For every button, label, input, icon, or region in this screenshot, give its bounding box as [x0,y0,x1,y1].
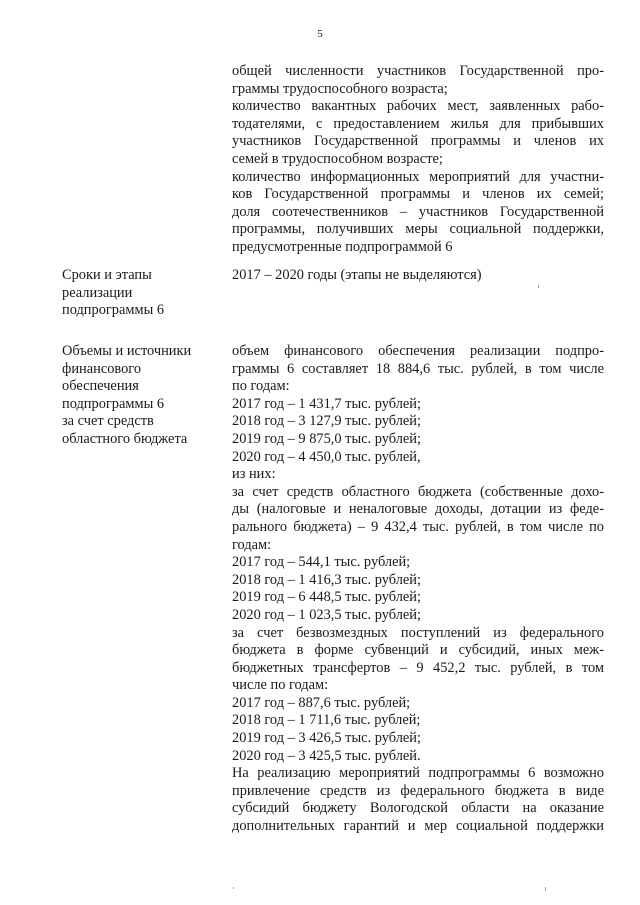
funding-line: 2020 год – 1 023,5 тыс. рублей; [232,606,421,623]
scan-speck [233,887,234,889]
funding-label-line: областного бюджета [62,430,188,447]
scan-speck [538,285,539,288]
terms-label [62,267,222,320]
funding-line: 2020 год – 4 450,0 тыс. рублей, [232,448,421,465]
indicator-line: количество информационных мероприятий для участни- [232,168,604,185]
funding-line: 2018 год – 1 711,6 тыс. рублей; [232,712,421,729]
terms-label-line: Сроки и этапы [62,267,152,283]
terms-label-line: реализации [62,284,133,301]
funding-line: рального бюджета) – 9 432,4 тыс. рублей, в том числе по [232,518,604,535]
funding-label-line: обеспечения [62,378,139,395]
funding-line: по годам: [232,378,290,395]
terms-value-text: 2017 – 2020 годы (этапы не выделяются) [232,267,482,283]
funding-line: 2019 год – 6 448,5 тыс. рублей; [232,589,421,606]
funding-line: 2017 год – 887,6 тыс. рублей; [232,694,411,711]
funding-line: привлечение средств из федерального бюджета в виде [232,782,604,799]
indicator-line: граммы трудоспособного возраста; [232,80,448,97]
funding-line: за счет безвозмездных поступлений из федерального [232,624,604,641]
indicator-line: общей численности участников Государственной про- [232,63,604,79]
funding-line: 2017 год – 1 431,7 тыс. рублей; [232,395,421,412]
funding-line: бюджета в форме субвенций и субсидий, иных меж- [232,642,604,659]
funding-line: годам: [232,536,272,553]
funding-label [62,343,222,449]
indicator-line: ков Государственной программы и членов их семей; [232,186,604,203]
funding-line: 2018 год – 3 127,9 тыс. рублей; [232,413,421,430]
funding-line: ды (налоговые и неналоговые доходы, дотации из феде- [232,501,604,518]
funding-line: числе по годам: [232,677,329,694]
indicators-text-block [232,63,604,257]
funding-line: объем финансового обеспечения реализации подпро- [232,343,604,359]
funding-label-line: Объемы и источники [62,343,192,359]
funding-line: 2020 год – 3 425,5 тыс. рублей. [232,747,421,764]
indicator-line: семей в трудоспособном возрасте; [232,150,443,167]
funding-line: из них: [232,466,276,483]
indicator-line: количество вакантных рабочих мест, заявленных рабо- [232,98,604,115]
funding-line: На реализацию мероприятий подпрограммы 6 возможно [232,765,604,782]
funding-line: за счет средств областного бюджета (собственные дохо- [232,483,604,500]
funding-label-line: за счет средств [62,413,154,430]
indicator-line: программы, получивших меры социальной поддержки, [232,221,604,238]
funding-label-line: подпрограммы 6 [62,395,165,412]
funding-text-block [232,343,604,836]
funding-label-line: финансового [62,360,142,377]
funding-line: бюджетных трансфертов – 9 452,2 тыс. рублей, в том [232,659,604,676]
indicator-line: доля соотечественников – участников Государственной [232,203,604,220]
funding-line: граммы 6 составляет 18 884,6 тыс. рублей, в том числе [232,360,604,377]
funding-line: субсидий бюджету Вологодской области на оказание [232,800,604,817]
indicator-line: тодателями, с предоставлением жилья для прибывших [232,115,604,132]
funding-line: 2019 год – 3 426,5 тыс. рублей; [232,730,421,747]
funding-line: дополнительных гарантий и мер социальной поддержки [232,818,604,835]
funding-line: 2018 год – 1 416,3 тыс. рублей; [232,571,421,588]
terms-value [232,267,604,285]
indicator-line: предусмотренные подпрограммой 6 [232,238,453,255]
terms-label-line: подпрограммы 6 [62,302,165,319]
page-number: 5 [317,28,323,40]
funding-line: 2017 год – 544,1 тыс. рублей; [232,554,411,571]
scan-speck [545,887,546,891]
funding-line: 2019 год – 9 875,0 тыс. рублей; [232,430,421,447]
indicator-line: участников Государственной программы и членов их [232,133,604,150]
